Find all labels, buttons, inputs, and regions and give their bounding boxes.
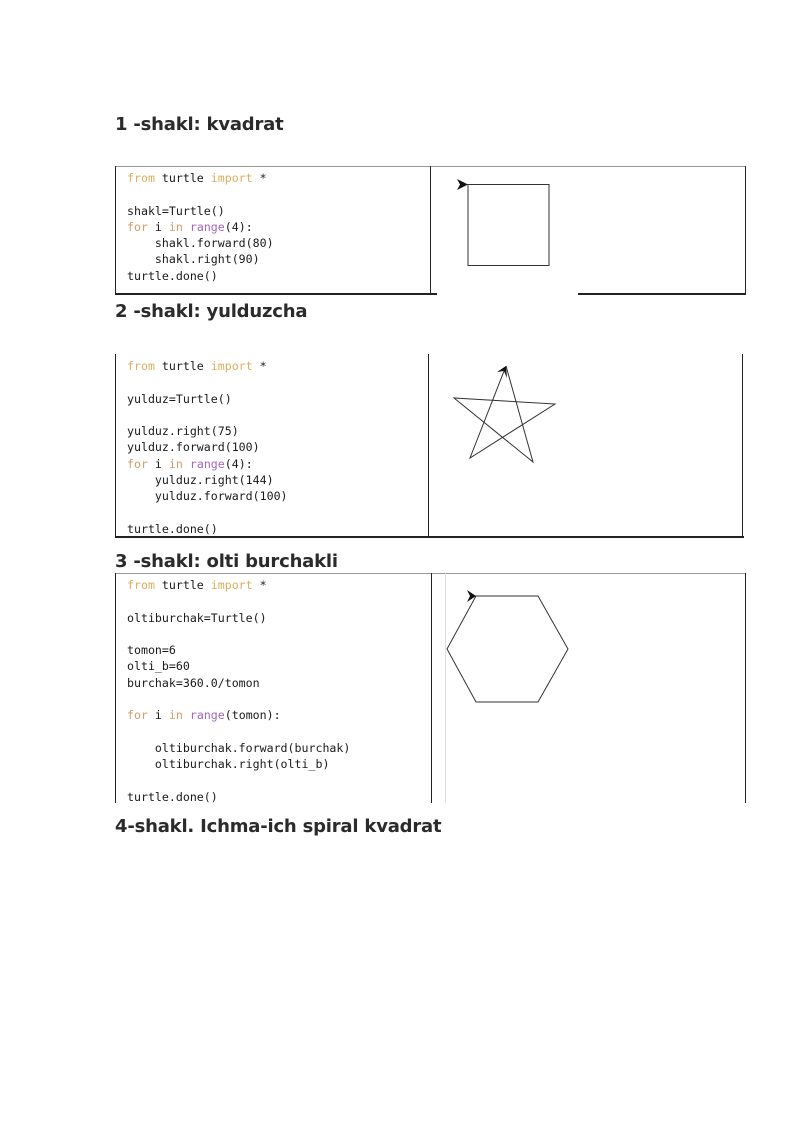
- code-token: oltiburchak=Turtle(): [127, 610, 267, 625]
- code-line: [127, 724, 431, 740]
- figure-2: [115, 354, 744, 538]
- star-shape: [454, 366, 555, 462]
- code-token: yulduz.right(75): [127, 424, 239, 439]
- code-line: [127, 472, 428, 488]
- code-line: [127, 358, 428, 374]
- code-line: [127, 789, 431, 803]
- code-token: import: [210, 359, 253, 373]
- code-token: turtle.done(): [127, 789, 218, 803]
- code-token: shakl=Turtle(): [127, 203, 225, 218]
- square-shape: [468, 185, 549, 266]
- code-token: from: [127, 171, 155, 185]
- code-token: range: [189, 219, 225, 234]
- code-token: *: [252, 359, 267, 373]
- code-token: import: [210, 171, 253, 185]
- code-token: yulduz.forward(100): [127, 440, 260, 455]
- figure-3-heading: 3 -shakl: olti burchakli: [115, 551, 338, 572]
- code-line: [127, 521, 428, 537]
- figure-2-heading: 2 -shakl: yulduzcha: [115, 301, 308, 322]
- code-token: turtle.done(): [127, 521, 218, 536]
- code-token: for: [127, 708, 148, 723]
- code-token: i: [147, 219, 169, 234]
- code-token: (4):: [224, 456, 253, 471]
- code-line: [127, 756, 431, 772]
- code-token: turtle: [154, 578, 211, 592]
- code-token: in: [168, 708, 183, 723]
- figure-1: [115, 166, 746, 295]
- code-block: [115, 166, 430, 295]
- code-token: [183, 220, 190, 234]
- code-line: [127, 391, 428, 407]
- code-token: turtle: [154, 359, 211, 373]
- code-line: [127, 610, 431, 626]
- code-token: yulduz.right(144): [127, 473, 274, 488]
- code-line: [127, 374, 428, 390]
- code-block: [115, 573, 431, 803]
- turtle-output: [431, 166, 745, 295]
- code-block: [115, 354, 428, 538]
- code-token: oltiburchak.forward(burchak): [127, 740, 351, 755]
- code-line: [127, 773, 431, 789]
- code-line: [127, 488, 428, 504]
- code-line: [127, 170, 430, 186]
- code-line: [127, 740, 431, 756]
- code-line: [127, 456, 428, 472]
- turtle-output: [429, 354, 742, 538]
- code-token: in: [168, 456, 183, 471]
- code-token: from: [127, 578, 155, 592]
- code-line: [127, 707, 431, 723]
- figure-1-heading: 1 -shakl: kvadrat: [115, 114, 284, 135]
- turtle-arrow-icon: [457, 179, 468, 190]
- code-token: i: [147, 708, 169, 723]
- code-line: [127, 577, 431, 593]
- code-token: in: [168, 219, 183, 234]
- hexagon-shape: [447, 596, 568, 702]
- code-token: yulduz.forward(100): [127, 489, 288, 504]
- code-token: for: [127, 456, 148, 471]
- code-token: burchak=360.0/tomon: [127, 675, 260, 690]
- code-line: [127, 186, 430, 202]
- code-token: range: [189, 456, 225, 471]
- code-line: [127, 423, 428, 439]
- code-token: i: [147, 456, 169, 471]
- code-line: [127, 407, 428, 423]
- code-line: [127, 593, 431, 609]
- code-line: [127, 251, 430, 267]
- code-line: [127, 235, 430, 251]
- code-line: [127, 691, 431, 707]
- code-token: turtle.done(): [127, 268, 218, 283]
- code-line: [127, 203, 430, 219]
- turtle-output: [432, 573, 745, 803]
- turtle-arrow-icon: [467, 590, 476, 602]
- code-line: [127, 219, 430, 235]
- code-token: *: [252, 171, 267, 185]
- code-line: [127, 626, 431, 642]
- code-token: shakl.forward(80): [127, 236, 274, 251]
- code-line: [127, 505, 428, 521]
- code-token: yulduz=Turtle(): [127, 391, 232, 406]
- code-token: range: [189, 708, 225, 723]
- code-token: [183, 708, 190, 722]
- code-token: (4):: [224, 219, 253, 234]
- code-token: *: [252, 578, 267, 592]
- code-token: from: [127, 359, 155, 373]
- code-line: [127, 658, 431, 674]
- figure-4-heading: 4-shakl. Ichma-ich spiral kvadrat: [115, 816, 442, 837]
- code-line: [127, 268, 430, 284]
- code-token: tomon=6: [127, 643, 176, 658]
- figure-3: [115, 573, 746, 803]
- code-line: [127, 642, 431, 658]
- code-line: [127, 439, 428, 455]
- code-token: turtle: [154, 171, 211, 185]
- code-token: shakl.right(90): [127, 252, 260, 267]
- code-token: for: [127, 219, 148, 234]
- code-token: oltiburchak.right(olti_b): [127, 757, 330, 772]
- code-line: [127, 675, 431, 691]
- code-token: import: [210, 578, 253, 592]
- code-token: [183, 457, 190, 471]
- code-token: olti_b=60: [127, 659, 190, 674]
- code-token: (tomon):: [224, 708, 281, 723]
